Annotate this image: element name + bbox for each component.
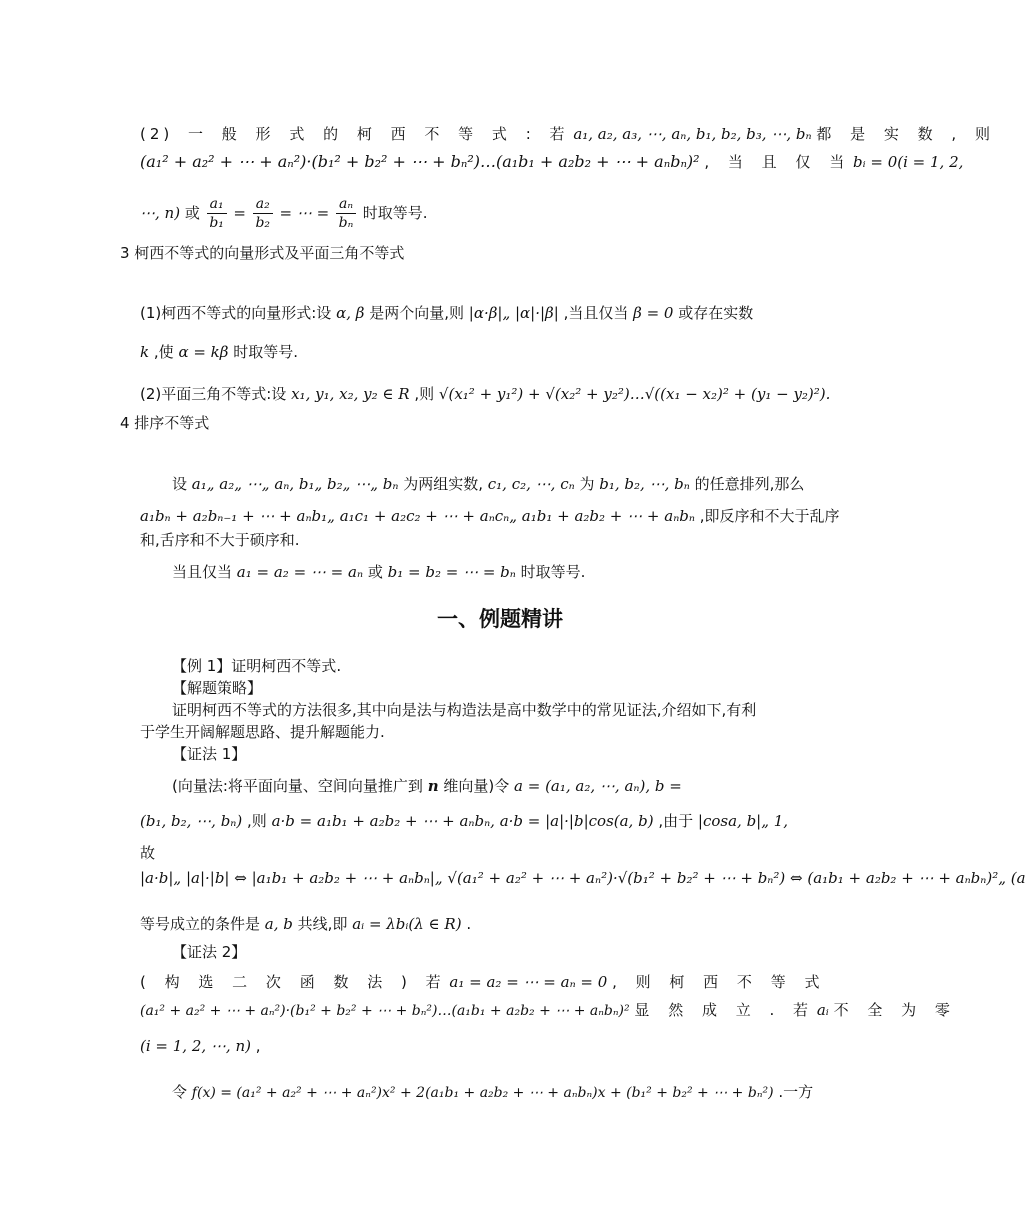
p1-cos: |cosa, b|„ 1, bbox=[697, 812, 789, 830]
p2-ai: aᵢ bbox=[816, 1001, 829, 1019]
p1-since: ,由于 bbox=[658, 812, 694, 830]
rearr-mid2: 为 bbox=[579, 475, 595, 493]
p2-mid: , 则 柯 西 不 等 式 bbox=[612, 973, 824, 991]
vector-k: k bbox=[140, 343, 150, 361]
strategy-text-2: 于学生开阔解题思路、提升解题能力. bbox=[140, 723, 385, 741]
p2-comma: , bbox=[255, 1037, 261, 1055]
strategy-label: 【解题策略】 bbox=[172, 679, 263, 697]
rearrangement-line3: 和,舌序和不大于硕序和. bbox=[140, 531, 300, 549]
proof2-line2 bbox=[140, 1000, 954, 1021]
general-or: 或 bbox=[184, 204, 200, 222]
rearr-mid4: ,即反序和不大于乱序 bbox=[699, 507, 840, 525]
rearr-eq-lead: 当且仅当 bbox=[172, 563, 233, 581]
section-3-title: 3 柯西不等式的向量形式及平面三角不等式 bbox=[120, 244, 405, 262]
p1-ab: a, b bbox=[264, 915, 293, 933]
rearr-vars2: c₁, c₂, ⋯, cₙ bbox=[487, 475, 575, 493]
p1-eq-lead: 等号成立的条件是 bbox=[140, 915, 261, 933]
general-lead: (2) 一 般 形 式 的 柯 西 不 等 式 : 若 bbox=[140, 125, 569, 143]
vector-cond: β = 0 bbox=[633, 304, 674, 322]
triangle-vars: x₁, y₁, x₂, y₂ ∈ R bbox=[291, 385, 410, 403]
proof1-line2 bbox=[140, 811, 788, 831]
rearrangement-line2 bbox=[140, 506, 840, 526]
p1-eq-end: . bbox=[466, 915, 472, 933]
triangle-ineq-line bbox=[140, 384, 830, 404]
proof1-line1 bbox=[172, 776, 682, 796]
general-iff: , 当 且 仅 当 bbox=[704, 153, 849, 171]
proof1-so: 故 bbox=[140, 844, 156, 862]
p2-holds: 显 然 成 立 . 若 bbox=[634, 1001, 813, 1019]
vector-iff: ,当且仅当 bbox=[563, 304, 629, 322]
p2-end: .一方 bbox=[778, 1083, 814, 1101]
fraction-a2-b2: $\frac{\text{a₂}}{\text{b₂}}$ bbox=[253, 195, 273, 232]
proof1-label: 【证法 1】 bbox=[172, 745, 247, 763]
p2-cond: a₁ = a₂ = ⋯ = aₙ = 0 bbox=[449, 973, 608, 991]
p1-then: ,则 bbox=[247, 812, 267, 830]
proof2-line1 bbox=[140, 972, 823, 992]
rearr-vars3: b₁, b₂, ⋯, bₙ bbox=[599, 475, 690, 493]
triangle-lead: (2)平面三角不等式:设 bbox=[140, 385, 287, 403]
vector-lead: (1)柯西不等式的向量形式:设 bbox=[140, 304, 332, 322]
general-end: 时取等号. bbox=[362, 204, 428, 222]
p2-f: f(x) = (a₁² + a₂² + ⋯ + aₙ²)x² + 2(a₁b₁ + a₂b₂ + ⋯ + aₙbₙ)x + (b₁² + b₂² + ⋯ + bₙ²) bbox=[191, 1085, 774, 1101]
proof1-chain bbox=[140, 868, 1026, 888]
p1-lead: (向量法:将平面向量、空间向量推广到 bbox=[172, 777, 423, 795]
p2-range: (i = 1, 2, ⋯, n) bbox=[140, 1037, 251, 1055]
vector-cond2: α = kβ bbox=[178, 343, 229, 361]
proof2-line3 bbox=[140, 1036, 261, 1056]
equals-dots: = ⋯ = bbox=[279, 204, 330, 222]
triangle-then: ,则 bbox=[414, 385, 435, 403]
vector-form-line1 bbox=[140, 303, 753, 323]
section-4-title: 4 排序不等式 bbox=[120, 414, 210, 432]
p1-vec-a: a = (a₁, a₂, ⋯, aₙ), b = bbox=[514, 777, 682, 795]
fraction-a1-b1: $\frac{\text{a₁}}{\text{b₁}}$ bbox=[207, 195, 227, 232]
triangle-expr: √(x₁² + y₁²) + √(x₂² + y₂²)…√((x₁ − x₂)² + (y₁ − y₂)²). bbox=[438, 385, 831, 403]
vector-such: ,使 bbox=[153, 343, 174, 361]
p1-mid: 维向量)令 bbox=[443, 777, 510, 795]
general-vars: a₁, a₂, a₃, ⋯, aₙ, b₁, b₂, b₃, ⋯, bₙ bbox=[573, 125, 812, 143]
section-heading: 一、例题精讲 bbox=[437, 607, 563, 631]
p1-eq-mid: 共线,即 bbox=[297, 915, 348, 933]
p2-let: 令 bbox=[172, 1083, 188, 1101]
proof2-label: 【证法 2】 bbox=[172, 943, 247, 961]
strategy-text-1: 证明柯西不等式的方法很多,其中向是法与构造法是高中数学中的常见证法,介绍如下,有利 bbox=[172, 701, 757, 719]
general-cond1: bᵢ = 0(i = 1, 2, bbox=[852, 153, 964, 171]
rearr-mid1: 为两组实数, bbox=[403, 475, 483, 493]
rearr-mid3: 的任意排列,那么 bbox=[694, 475, 805, 493]
rearr-eq-end: 时取等号. bbox=[520, 563, 586, 581]
p1-chain: |a·b|„ |a|·|b| ⇔ |a₁b₁ + a₂b₂ + ⋯ + aₙbₙ|„ √(a₁² + a₂² + ⋯ + aₙ²)·√(b₁² + b₂² + ⋯ + bₙ²) ⇔ (a₁b₁ + a₂b₂ + ⋯ + aₙbₙ)²„ (a bbox=[140, 869, 1026, 887]
proof1-equality bbox=[140, 914, 471, 934]
p1-n: n bbox=[427, 777, 439, 795]
rearr-vars1: a₁„ a₂„ ⋯„ aₙ, b₁„ b₂„ ⋯„ bₙ bbox=[191, 475, 399, 493]
rearr-chain: a₁bₙ + a₂bₙ₋₁ + ⋯ + aₙb₁„ a₁c₁ + a₂c₂ + ⋯ + aₙcₙ„ a₁b₁ + a₂b₂ + ⋯ + aₙbₙ bbox=[140, 507, 695, 525]
rearrangement-line1 bbox=[172, 474, 804, 494]
general-form-line2 bbox=[140, 152, 963, 172]
vector-mid: 是两个向量,则 bbox=[369, 304, 464, 322]
vector-tail: 或存在实数 bbox=[678, 304, 754, 322]
rearr-eq-b: b₁ = b₂ = ⋯ = bₙ bbox=[387, 563, 516, 581]
p1-eq-cond: aᵢ = λbᵢ(λ ∈ R) bbox=[352, 915, 462, 933]
rearr-eq-or: 或 bbox=[367, 563, 383, 581]
p1-dot: a·b = a₁b₁ + a₂b₂ + ⋯ + aₙbₙ, a·b = |a|·|b|cos(a, b) bbox=[271, 812, 654, 830]
vector-end: 时取等号. bbox=[233, 343, 298, 361]
general-form-line1 bbox=[140, 124, 994, 144]
equals-sign: = bbox=[233, 204, 246, 222]
fraction-an-bn: $\frac{\text{aₙ}}{\text{bₙ}}$ bbox=[336, 195, 356, 232]
general-form-line3 bbox=[140, 190, 428, 236]
proof2-line4 bbox=[172, 1082, 813, 1103]
p2-lead: ( 构 选 二 次 函 数 法 ) 若 bbox=[140, 973, 445, 991]
vector-expr: |α·β|„ |α|·|β| bbox=[468, 304, 559, 322]
rearr-lead: 设 bbox=[172, 475, 188, 493]
general-cont: ⋯, n) bbox=[140, 204, 181, 222]
general-are-real: 都 是 实 数 , 则 bbox=[816, 125, 994, 143]
general-inequality: (a₁² + a₂² + ⋯ + aₙ²)·(b₁² + b₂² + ⋯ + bₙ²)…(a₁b₁ + a₂b₂ + ⋯ + aₙbₙ)² bbox=[140, 152, 700, 171]
p2-notall: 不 全 为 零 bbox=[833, 1001, 954, 1019]
p2-ineq: (a₁² + a₂² + ⋯ + aₙ²)·(b₁² + b₂² + ⋯ + bₙ²)…(a₁b₁ + a₂b₂ + ⋯ + aₙbₙ)² bbox=[140, 1003, 630, 1019]
vector-vars: α, β bbox=[336, 304, 365, 322]
example1-title: 【例 1】证明柯西不等式. bbox=[172, 657, 342, 675]
p1-vec-b: (b₁, b₂, ⋯, bₙ) bbox=[140, 812, 243, 830]
vector-form-line2 bbox=[140, 342, 298, 362]
rearrangement-equality bbox=[172, 562, 585, 582]
rearr-eq-a: a₁ = a₂ = ⋯ = aₙ bbox=[236, 563, 364, 581]
